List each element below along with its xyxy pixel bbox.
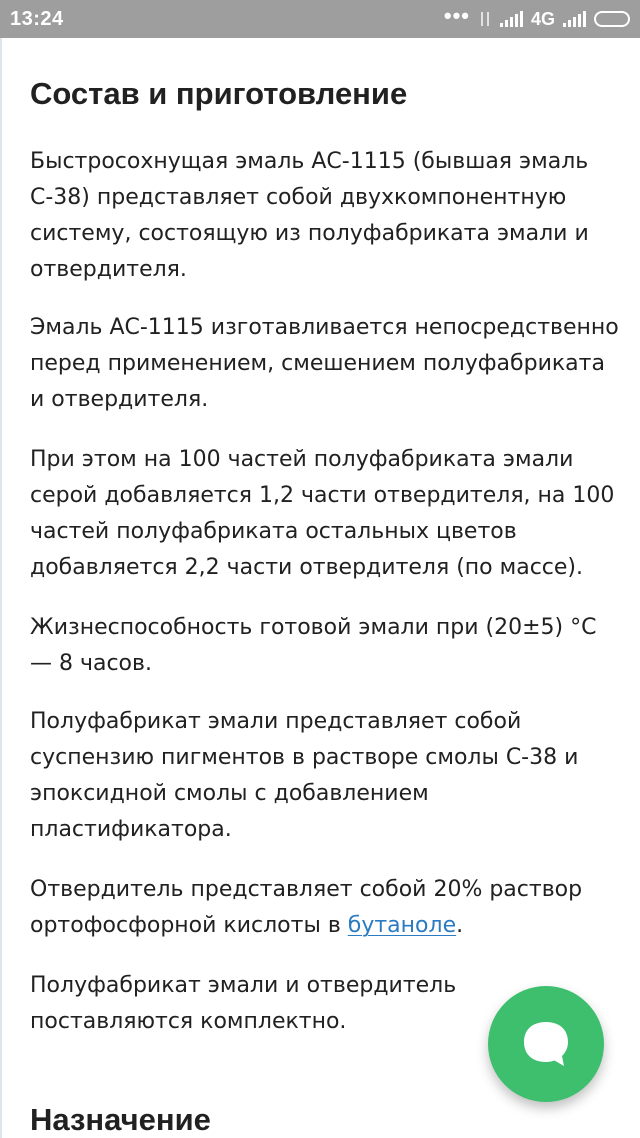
paragraph-delivery: Полуфабрикат эмали и отвердитель поставляются комплектно. — [30, 973, 457, 1034]
battery-icon — [594, 11, 630, 27]
hardener-text: Отвердитель представляет собой 20% раствор ортофосфорной кислоты в — [30, 877, 583, 938]
paragraph-mixing-ratio: При этом на 100 частей полуфабриката эмали серой добавляется 1,2 части отвердителя, на 100 частей полуфабриката остальных цветов добавляется 2,2 части отвердителя (по массе). — [30, 447, 615, 580]
article-content[interactable] — [0, 38, 640, 1138]
status-time: 13:24 — [10, 8, 64, 30]
paragraph-semi-product: Полуфабрикат эмали представляет собой суспензию пигментов в растворе смолы С-38 и эпоксидной смолы с добавлением пластификатора. — [30, 709, 579, 842]
notification-dots-icon: ••• — [443, 3, 470, 28]
signal-strength-icon — [500, 11, 523, 27]
paragraph-preparation: Эмаль АС-1115 изготавливается непосредственно перед применением, смешением полуфабриката и отвердителя. — [30, 315, 619, 412]
status-bar — [0, 0, 640, 38]
chat-bubble-icon — [518, 1016, 574, 1072]
status-icons — [443, 3, 630, 32]
paragraph-hardener — [30, 872, 620, 944]
hardener-text-end: . — [456, 913, 464, 938]
chat-button[interactable] — [488, 986, 604, 1102]
paragraph-pot-life: Жизнеспособность готовой эмали при (20±5) °С — 8 часов. — [30, 615, 597, 676]
network-type-label: 4G — [530, 8, 555, 29]
section-heading-purpose: Назначение — [30, 1102, 211, 1137]
signal-strength-icon-2 — [563, 11, 586, 27]
data-transfer-icon — [478, 10, 492, 28]
section-heading-composition: Состав и приготовление — [30, 76, 408, 111]
paragraph-enamel-description: Быстросохнущая эмаль АС-1115 (бывшая эмаль С-38) представляет собой двухкомпонентную систему, состоящую из полуфабриката эмали и отвердителя. — [30, 149, 589, 282]
butanol-link[interactable]: бутаноле — [347, 913, 457, 938]
